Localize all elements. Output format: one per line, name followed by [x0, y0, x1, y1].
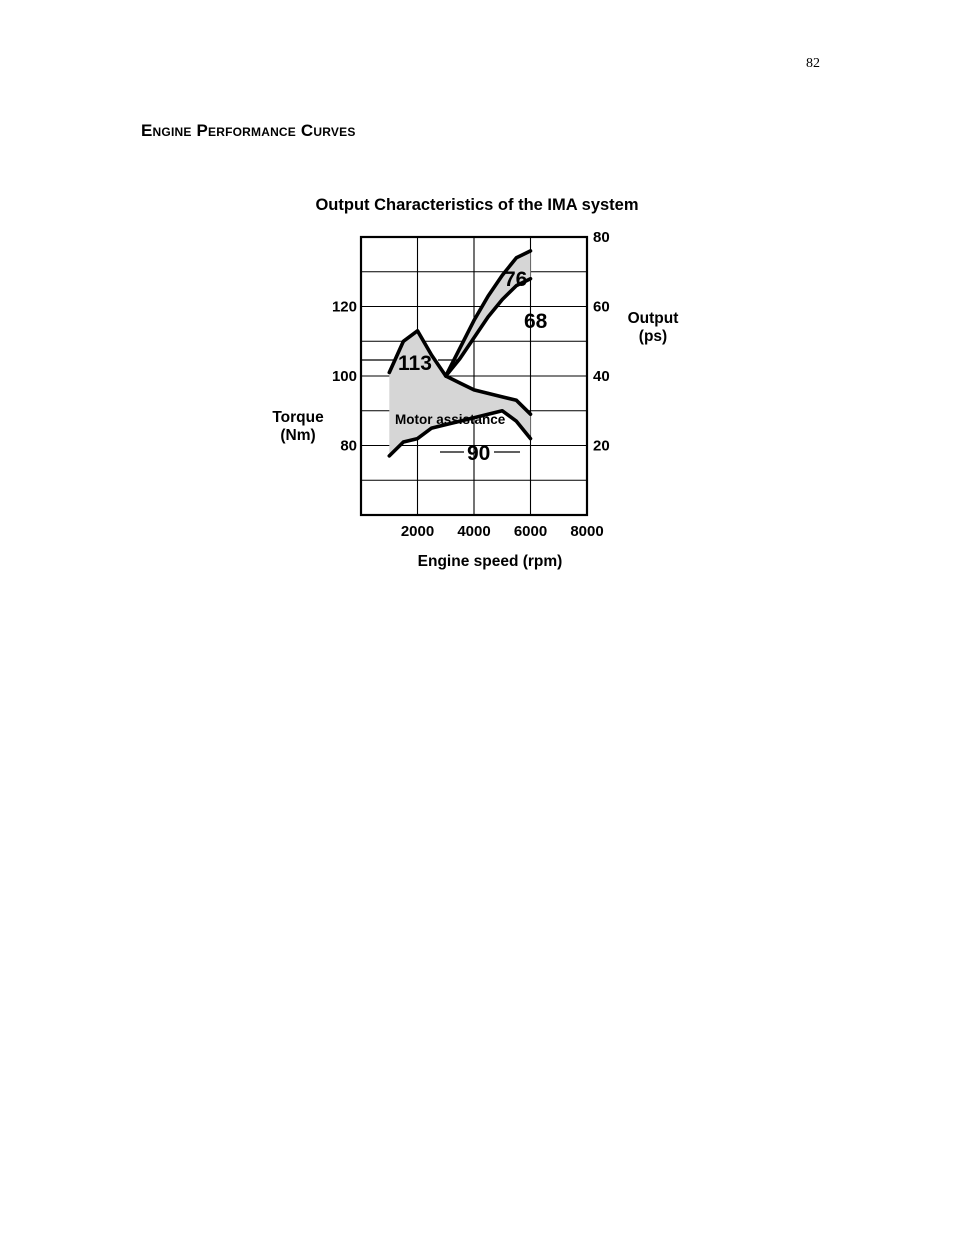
- area-label-motor-assistance: Motor assistance: [395, 412, 506, 427]
- annotation-torque-unassisted: 90: [467, 442, 491, 465]
- section-title: Engine Performance Curves: [141, 121, 356, 140]
- y-left-tick-label: 100: [331, 368, 357, 385]
- annotation-output-assisted: 76: [504, 268, 528, 291]
- y-left-tick-label: 80: [340, 437, 357, 455]
- y-right-label-line1: Output: [627, 310, 679, 327]
- chart-title: Output Characteristics of the IMA system: [315, 196, 639, 214]
- y-right-tick-label: 40: [593, 368, 610, 385]
- y-left-label-line1: Torque: [272, 409, 324, 426]
- annotation-torque-assisted: 113: [398, 352, 432, 375]
- y-right-tick-label: 80: [593, 229, 610, 246]
- y-left-label-line2: (Nm): [280, 427, 316, 444]
- x-tick-label: 4000: [457, 523, 491, 540]
- y-right-tick-label: 20: [593, 437, 610, 455]
- y-right-tick-label: 60: [593, 298, 610, 316]
- x-tick-label: 6000: [513, 523, 548, 540]
- chart-ticks: [332, 229, 610, 540]
- x-tick-label: 8000: [570, 523, 604, 540]
- page-number: 82: [806, 56, 820, 71]
- x-axis-label: Engine speed (rpm): [417, 553, 563, 570]
- y-right-label-line2: (ps): [638, 328, 668, 345]
- x-tick-label: 2000: [400, 523, 435, 540]
- annotation-output-unassisted: 68: [524, 310, 548, 333]
- y-left-tick-label: 120: [331, 298, 357, 316]
